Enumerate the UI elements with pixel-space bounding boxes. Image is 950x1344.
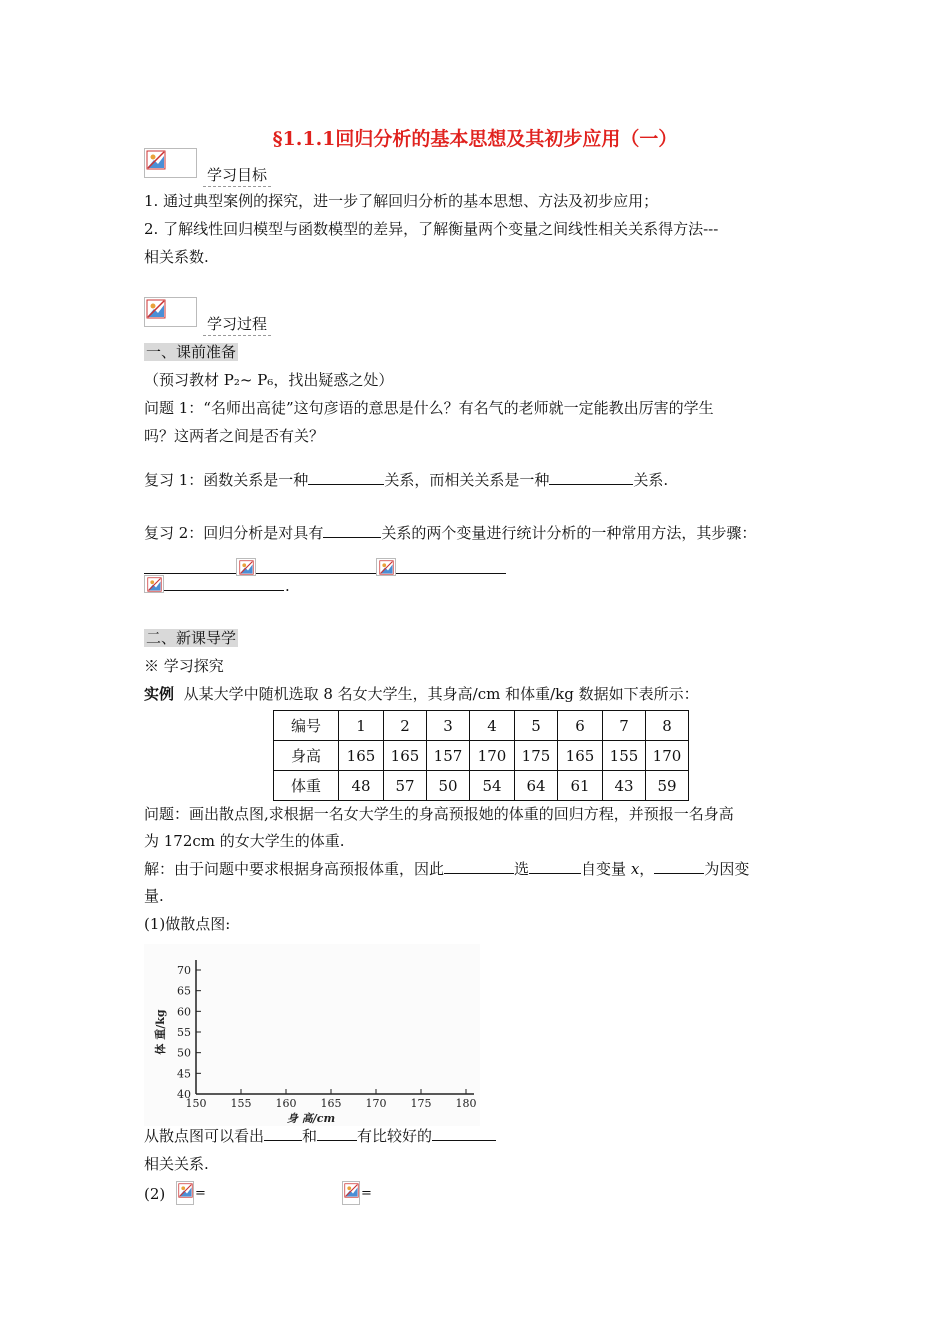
table-row [274,711,689,741]
y-axis-label: 体 重/kg [154,1009,167,1055]
solution-text-b: 选 [514,860,530,878]
x-axis-label: 身 高/cm [286,1112,336,1125]
scatter-text-a: 从散点图可以看出 [144,1127,265,1145]
example-line [144,683,699,704]
part1-heading: 一、课前准备 [146,343,237,361]
table-cell: 1 [339,711,384,741]
review1-text-b: 关系，而相关关系是一种 [384,471,550,489]
goal-item-2-line1: 2. 了解线性回归模型与函数模型的差异，了解衡量两个变量之间线性相关关系得方法--- [144,220,719,238]
blank-field[interactable] [444,859,514,874]
image-placeholder-icon [144,297,197,327]
table-cell: 155 [603,741,646,771]
table-cell: 7 [603,711,646,741]
blank-field[interactable] [308,470,384,485]
y-tick-label: 60 [177,1005,191,1019]
arrow-icon [376,558,396,576]
solution-text-a: 解：由于问题中要求根据身高预报体重，因此 [144,860,445,878]
y-tick-label: 70 [177,964,191,977]
table-cell: 64 [515,771,558,801]
table-cell: 175 [515,741,558,771]
goal-item-1: 1. 通过典型案例的探究，进一步了解回归分析的基本思想、方法及初步应用； [144,192,659,210]
formula-image-icon [342,1181,360,1205]
review2-text-b: 关系的两个变量进行统计分析的一种常用方法，其步骤： [381,524,757,542]
problem-line2: 为 172cm 的女大学生的体重. [144,832,345,850]
table-cell: 157 [427,741,470,771]
question1-line2: 吗？这两者之间是否有关？ [144,427,325,445]
x-tick-label: 175 [410,1097,432,1110]
goal-item-2-line2: 相关系数. [144,248,209,266]
y-tick-label: 40 [177,1088,191,1101]
table-cell: 5 [515,711,558,741]
review2-end: . [285,577,290,595]
table-cell: 54 [470,771,515,801]
review1 [144,469,668,490]
table-cell: 61 [558,771,603,801]
blank-field[interactable] [144,573,236,574]
problem-line1: 问题：画出散点图,求根据一名女大学生的身高预报她的体重的回归方程，并预报一名身高 [144,805,734,823]
blank-field[interactable] [432,1126,496,1141]
scatter-conclusion [144,1125,496,1146]
part2-heading: 二、新课导学 [146,629,237,647]
y-tick-label: 45 [177,1067,191,1081]
blank-field[interactable] [264,1126,302,1141]
x-tick-label: 160 [275,1097,297,1110]
blank-field[interactable] [323,523,381,538]
process-heading: 学习过程 [203,313,271,336]
row-header-cell: 编号 [274,711,339,741]
table-cell: 6 [558,711,603,741]
preview-note: （预习教材 P₂~ P₆，找出疑惑之处） [144,371,394,389]
table-cell: 8 [646,711,689,741]
solution-text-c: 自变量 [581,860,627,878]
table-cell: 165 [339,741,384,771]
x-tick-label: 180 [455,1097,477,1110]
table-cell: 170 [470,741,515,771]
question1-line1: 问题 1：“名师出高徒”这句彦语的意思是什么？有名气的老师就一定能教出厉害的学生 [144,399,714,417]
table-cell: 2 [384,711,427,741]
blank-field[interactable] [164,590,284,591]
scatter-plot [144,944,480,1126]
y-tick-label: 50 [177,1046,191,1060]
row-header-cell: 体重 [274,771,339,801]
table-row [274,771,689,801]
step1-label: (1)做散点图: [144,915,231,933]
table-cell: 165 [558,741,603,771]
y-tick-label: 65 [177,984,191,998]
formula-image-icon [176,1181,194,1205]
blank-field[interactable] [529,859,581,874]
x-tick-label: 165 [320,1097,342,1110]
scatter-line2: 相关关系. [144,1155,209,1173]
x-tick-label: 155 [230,1097,252,1110]
review2 [144,522,756,543]
variable-x: x [630,860,640,878]
step2-label: (2) [144,1185,166,1203]
table-cell: 50 [427,771,470,801]
equals-sign: = [361,1186,372,1201]
image-placeholder-icon [144,148,197,178]
review1-text-c: 关系. [633,471,669,489]
solution-text-d: ， [639,860,655,878]
example-label: 实例 [144,685,175,703]
blank-field[interactable] [654,859,704,874]
blank-field[interactable] [256,573,376,574]
goals-heading: 学习目标 [203,164,271,187]
x-tick-label: 170 [365,1097,387,1110]
blank-field[interactable] [396,573,506,574]
explore-heading: ※ 学习探究 [144,657,224,675]
table-cell: 170 [646,741,689,771]
solution-line1 [144,858,749,879]
solution-text-e: 为因变 [704,860,750,878]
solution-line2: 量. [144,887,164,905]
equals-sign: = [195,1186,206,1201]
table-cell: 3 [427,711,470,741]
example-text: 从某大学中随机选取 8 名女大学生，其身高/cm 和体重/kg 数据如下表所示： [183,685,699,703]
review1-text-a: 复习 1：函数关系是一种 [144,471,309,489]
scatter-text-b: 和 [302,1127,318,1145]
table-cell: 165 [384,741,427,771]
table-cell: 43 [603,771,646,801]
arrow-icon [236,558,256,576]
arrow-icon [144,575,164,593]
row-header-cell: 身高 [274,741,339,771]
blank-field[interactable] [317,1126,357,1141]
table-cell: 4 [470,711,515,741]
page-title: §1.1.1回归分析的基本思想及其初步应用（一） [272,128,678,150]
data-table [273,710,689,801]
y-tick-label: 55 [177,1026,191,1039]
blank-field[interactable] [549,470,633,485]
table-row [274,741,689,771]
scatter-text-c: 有比较好的 [357,1127,433,1145]
table-cell: 59 [646,771,689,801]
table-cell: 57 [384,771,427,801]
table-cell: 48 [339,771,384,801]
x-tick-label: 150 [185,1097,207,1110]
review2-text-a: 复习 2：回归分析是对具有 [144,524,324,542]
